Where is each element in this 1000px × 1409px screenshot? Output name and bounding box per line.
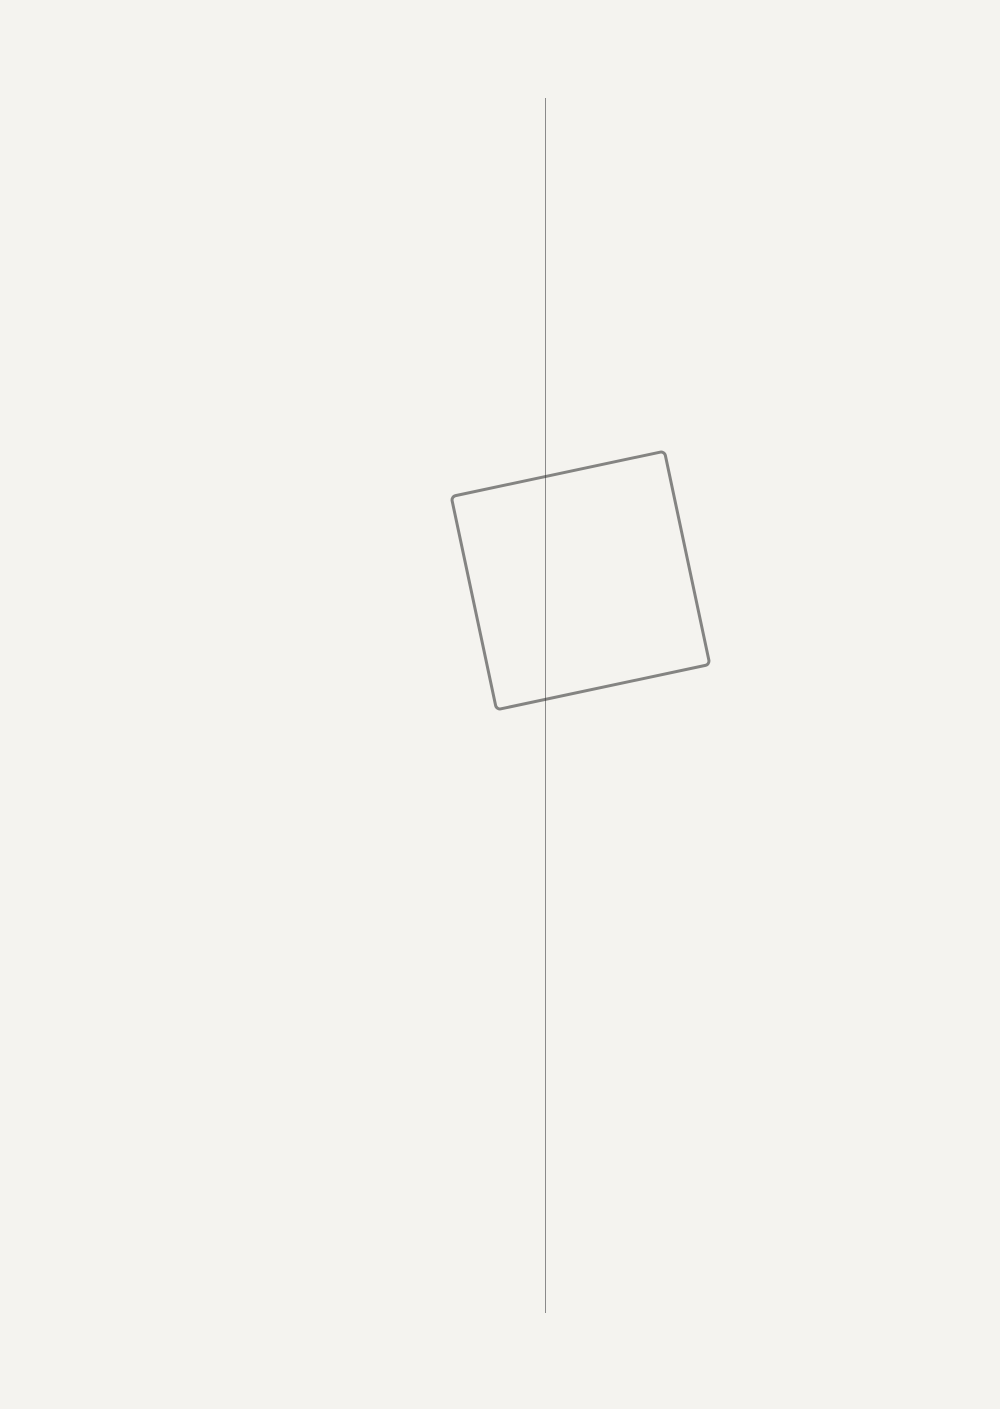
corner-logo — [810, 1335, 1000, 1409]
watermark-url — [457, 471, 667, 516]
column-divider — [545, 98, 546, 1313]
watermark-chars — [457, 471, 667, 516]
watermark-stamp — [449, 449, 711, 711]
